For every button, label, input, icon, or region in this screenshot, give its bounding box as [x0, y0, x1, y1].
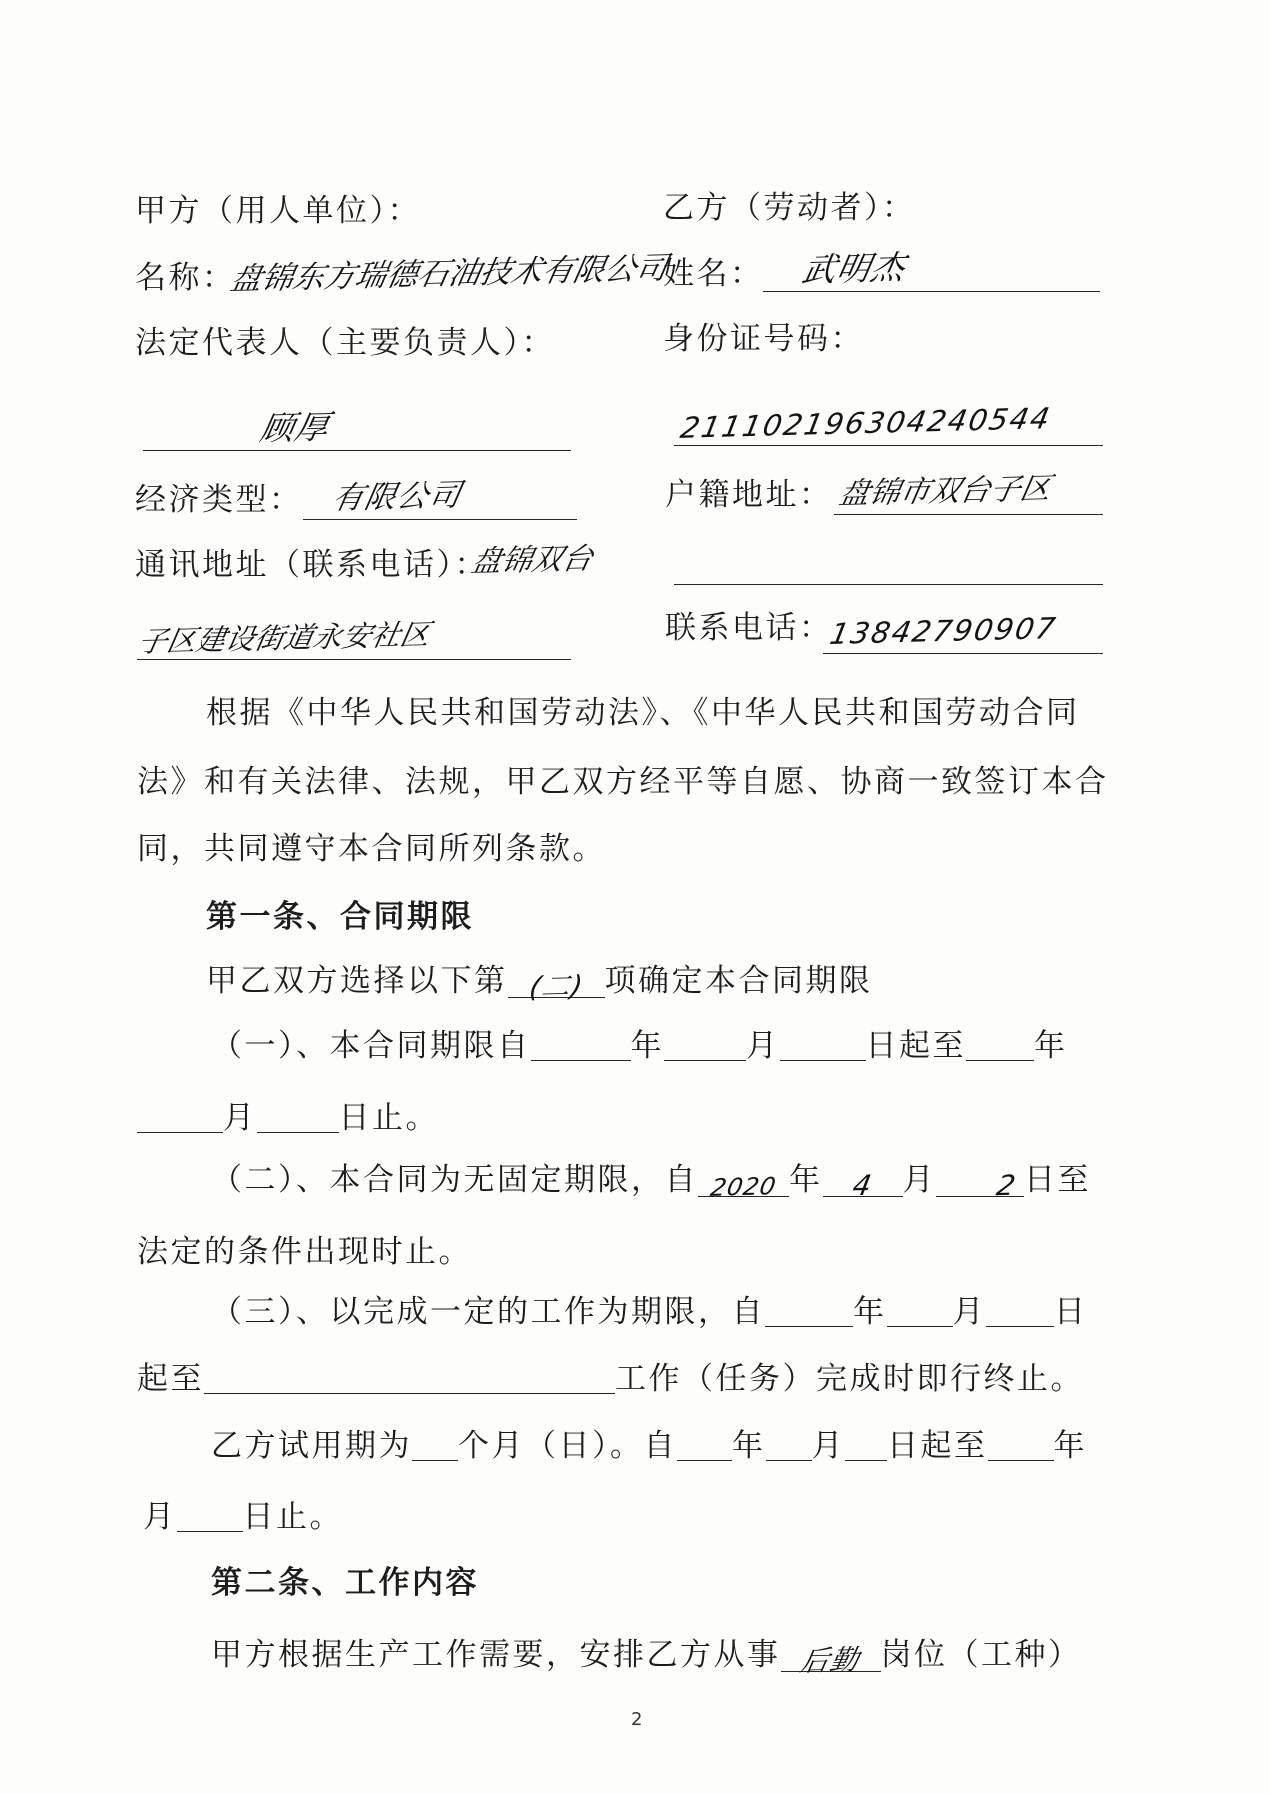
probation-year-char-2: 年	[1053, 1428, 1087, 1464]
option2-year-value: 2020	[708, 1172, 779, 1202]
job-blank	[781, 1638, 881, 1678]
option1-year-char-2: 年	[1034, 1028, 1068, 1064]
option2-day-to: 日至	[1024, 1162, 1091, 1198]
b-phone-label: 联系电话：	[665, 610, 833, 646]
option1-month-char: 月	[746, 1028, 780, 1064]
option2-day-blank	[936, 1163, 1024, 1203]
article2-text-post: 岗位（工种）	[880, 1637, 1082, 1673]
a-address-value-line2: 子区建设街道永安社区	[135, 617, 433, 659]
option3-day-blank	[986, 1293, 1054, 1327]
option1-end: 日止。	[338, 1100, 439, 1136]
a-address-value-line1: 盘锦双台	[468, 541, 596, 580]
option1-start-month-blank	[664, 1027, 746, 1061]
probation-start-day-blank	[845, 1427, 887, 1461]
party-b-label: 乙方（劳动者）：	[663, 190, 916, 226]
option3-line1	[211, 1290, 1088, 1334]
a-legal-rep-value: 顾厚	[257, 407, 333, 448]
a-legal-rep-label: 法定代表人（主要负责人）：	[135, 325, 555, 361]
a-econ-type-label: 经济类型：	[135, 482, 303, 518]
option2-day-value: 2	[994, 1168, 1020, 1203]
option1-line2	[137, 1096, 439, 1140]
article2-line1	[211, 1633, 1082, 1677]
option1-year-char: 年	[630, 1028, 664, 1064]
a-address-label: 通讯地址（联系电话）：	[135, 547, 488, 583]
article1-choice-line	[206, 959, 873, 1003]
option1-end-month-blank	[137, 1099, 223, 1133]
b-phone-value: 13842790907	[827, 611, 1060, 651]
option3-month-char: 月	[952, 1294, 986, 1330]
a-name-value: 盘锦东方瑞德石油技术有限公司	[227, 250, 671, 298]
b-extra-address-rule	[674, 584, 1103, 585]
article2-text-pre: 甲方根据生产工作需要，安排乙方从事	[211, 1637, 781, 1673]
probation-months-blank	[412, 1427, 458, 1461]
option3-task-blank	[204, 1360, 615, 1394]
option3-line2-start: 起至	[137, 1361, 204, 1397]
option3-year-char: 年	[853, 1294, 887, 1330]
option3-month-blank	[887, 1293, 953, 1327]
option2-year-blank	[698, 1163, 789, 1202]
probation-month-char-2: 月	[143, 1499, 177, 1535]
article2-title: 第二条、工作内容	[211, 1565, 479, 1601]
option3-line2-end: 工作（任务）完成时即行终止。	[615, 1361, 1084, 1397]
option1-end-year-blank	[966, 1027, 1034, 1061]
probation-start-month-blank	[766, 1427, 812, 1461]
option2-month-blank	[823, 1163, 903, 1203]
option1-line1	[211, 1024, 1068, 1068]
b-name-label: 姓名：	[663, 256, 764, 292]
probation-start: 乙方试用期为	[211, 1428, 412, 1464]
option2-line1	[211, 1158, 1091, 1202]
probation-day-to: 日起至	[887, 1428, 988, 1464]
option2-month-char: 月	[902, 1162, 936, 1198]
a-econ-type-value: 有限公司	[329, 477, 465, 517]
option3-line2	[137, 1357, 1084, 1401]
b-hukou-value: 盘锦市双台子区	[836, 471, 1054, 512]
probation-line2	[143, 1495, 343, 1539]
option1-month-char-2: 月	[223, 1100, 257, 1136]
preamble-line-1: 根据《中华人民共和国劳动法》、《中华人民共和国劳动合同	[206, 695, 1080, 731]
probation-end-day-blank	[177, 1498, 243, 1532]
b-phone-field	[823, 611, 1103, 654]
b-id-label: 身份证号码：	[663, 321, 864, 357]
option3-start: （三）、以完成一定的工作为期限，自	[211, 1294, 765, 1330]
option1-start: （一）、本合同期限自	[211, 1028, 531, 1064]
a-name-label: 名称：	[135, 260, 236, 296]
probation-start-year-blank	[677, 1427, 732, 1461]
probation-months: 个月（日）。自	[458, 1428, 677, 1464]
choice-blank	[508, 964, 605, 1004]
b-id-field	[674, 403, 1103, 446]
preamble-line-3: 同，共同遵守本合同所列条款。	[137, 831, 606, 867]
option2-line2: 法定的条件出现时止。	[137, 1234, 472, 1270]
a-name-value-row	[227, 250, 671, 298]
a-econ-type-field	[303, 477, 577, 520]
option1-start-day-blank	[780, 1027, 866, 1061]
option2-year-char: 年	[789, 1162, 823, 1198]
option2-start: （二）、本合同为无固定期限，自	[211, 1162, 698, 1198]
b-hukou-field	[834, 472, 1103, 515]
option3-day-char: 日	[1054, 1294, 1088, 1330]
probation-year-char: 年	[732, 1428, 766, 1464]
option1-start-year-blank	[531, 1027, 631, 1061]
option3-year-blank	[765, 1293, 853, 1327]
probation-end-year-blank	[988, 1427, 1054, 1461]
b-hukou-label: 户籍地址：	[665, 477, 833, 513]
article1-title: 第一条、合同期限	[206, 899, 474, 935]
option1-day-to: 日起至	[865, 1028, 966, 1064]
option2-month-value: 4	[850, 1168, 876, 1203]
probation-month-char: 月	[811, 1428, 845, 1464]
probation-line1	[211, 1424, 1087, 1468]
choice-pre: 甲乙双方选择以下第	[206, 963, 508, 999]
party-a-label: 甲方（用人单位）：	[135, 193, 421, 229]
preamble-line-2: 法》和有关法律、法规，甲乙双方经平等自愿、协商一致签订本合	[137, 764, 1109, 800]
b-name-value: 武明杰	[799, 247, 909, 290]
b-name-field	[763, 248, 1100, 292]
page-number: 2	[631, 1709, 643, 1730]
a-legal-rep-field	[143, 408, 571, 451]
option1-end-day-blank	[257, 1099, 339, 1133]
b-id-value: 211102196304240544	[677, 401, 1055, 445]
choice-post: 项确定本合同期限	[604, 963, 873, 999]
a-address-field-line2	[137, 617, 571, 660]
job-value: 后勤	[798, 1643, 863, 1678]
a-address-line1-row	[468, 538, 596, 583]
probation-end: 日止。	[242, 1499, 343, 1535]
choice-value: (二)	[526, 969, 586, 1004]
